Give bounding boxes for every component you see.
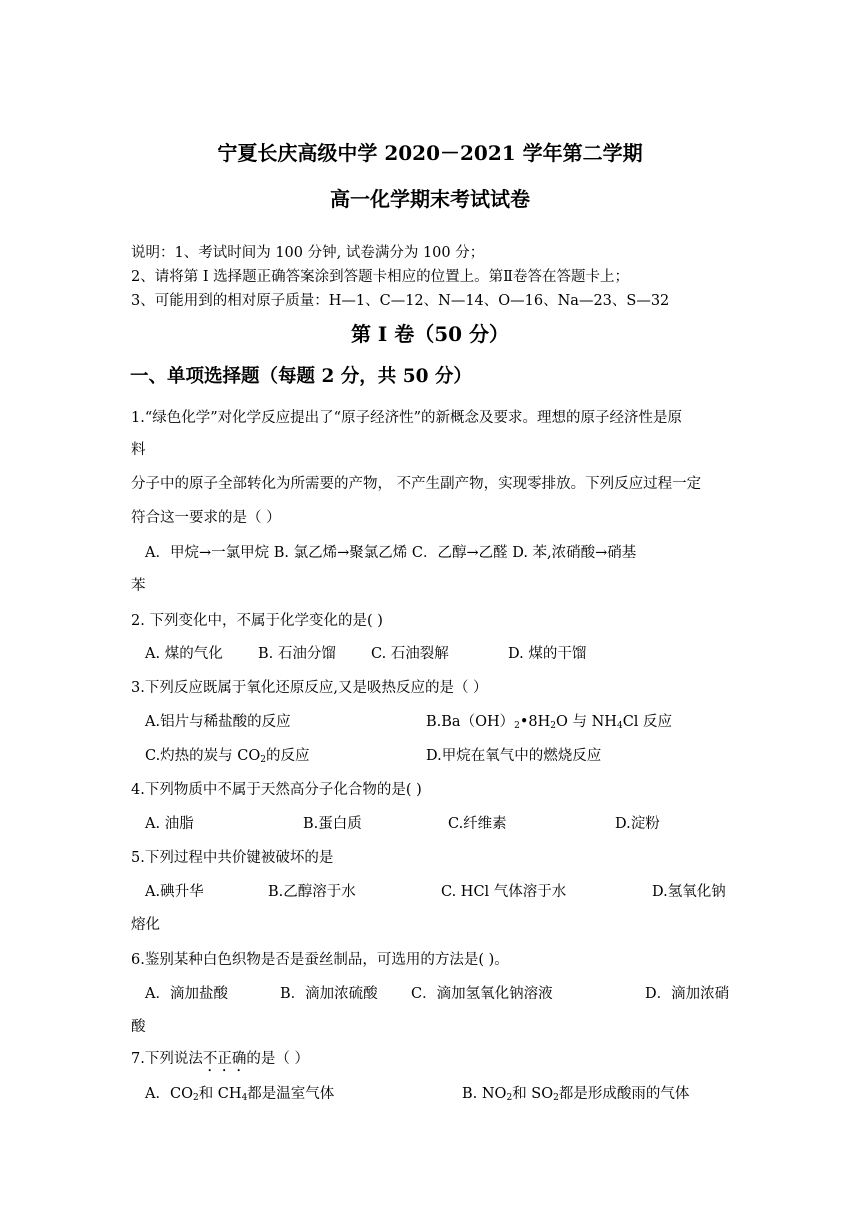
note-line-1: 说明：1、考试时间为 100 分钟, 试卷满分为 100 分； — [131, 245, 485, 261]
question-7-stem: 7.下列说法不正确的是（ ） — [131, 1051, 309, 1067]
question-5-option-a: A.碘升华 — [145, 884, 204, 900]
question-1-options: A．甲烷→一氯甲烷 B. 氯乙烯→聚氯乙烯 C．乙醇→乙醛 D. 苯,浓硝酸→硝基 — [145, 545, 637, 561]
question-2-option-c: C. 石油裂解 — [371, 646, 449, 662]
question-5-option-c: C. HCl 气体溶于水 — [441, 884, 567, 900]
page-title: 宁夏长庆高级中学 2020－2021 学年第二学期 — [217, 141, 643, 165]
question-4-option-b: B.蛋白质 — [303, 816, 362, 832]
question-1-stem-line-3: 分子中的原子全部转化为所需要的产物， 不产生副产物，实现零排放。下列反应过程一定 — [131, 476, 702, 492]
question-3-stem: 3.下列反应既属于氧化还原反应,又是吸热反应的是（ ） — [131, 680, 488, 696]
question-2-option-d: D. 煤的干馏 — [508, 646, 587, 662]
question-2-stem: 2. 下列变化中，不属于化学变化的是( ) — [131, 613, 383, 629]
section-title: 一、单项选择题（每题 2 分，共 50 分） — [130, 366, 472, 387]
question-1-stem-line-2: 料 — [131, 442, 146, 458]
part-title: 第 I 卷（50 分） — [350, 322, 510, 346]
question-5-options-wrap: 熔化 — [131, 917, 160, 933]
question-1-stem-line-1: 1.“绿色化学”对化学反应提出了“原子经济性”的新概念及要求。理想的原子经济性是原 — [131, 410, 682, 426]
note-line-3: 3、可能用到的相对原子质量：H—1、C—12、N—14、O—16、Na—23、S—32 — [131, 293, 670, 309]
question-3-option-d: D.甲烷在氧气中的燃烧反应 — [426, 748, 602, 764]
question-4-option-d: D.淀粉 — [615, 816, 660, 832]
question-3-option-a: A.铝片与稀盐酸的反应 — [145, 714, 291, 730]
question-6-option-d: D．滴加浓硝 — [645, 986, 730, 1002]
note-line-2: 2、请将第 I 选择题正确答案涂到答题卡相应的位置上。第Ⅱ卷答在答题卡上； — [131, 269, 630, 285]
question-1-stem-line-4: 符合这一要求的是（ ） — [131, 510, 281, 526]
question-4-option-a: A. 油脂 — [145, 816, 194, 832]
question-7-option-a: A．$CO_2$和 $CH_4$都是温室气体 — [145, 1086, 335, 1103]
question-2-option-b: B. 石油分馏 — [258, 646, 336, 662]
page-subtitle: 高一化学期末考试试卷 — [330, 187, 530, 211]
question-5-option-d: D.氢氧化钠 — [652, 884, 726, 900]
question-1-options-wrap: 苯 — [131, 578, 146, 594]
question-5-stem: 5.下列过程中共价键被破坏的是 — [131, 850, 334, 866]
question-6-option-c: C．滴加氢氧化钠溶液 — [411, 986, 553, 1002]
question-5-option-b: B.乙醇溶于水 — [268, 884, 356, 900]
question-6-option-b: B．滴加浓硫酸 — [280, 986, 378, 1002]
question-6-option-a: A．滴加盐酸 — [145, 986, 228, 1002]
question-3-option-c: C.灼热的炭与 $CO_2$的反应 — [145, 748, 310, 765]
question-4-option-c: C.纤维素 — [448, 816, 507, 832]
question-3-option-b: $B.Ba(OH)_2•8H_2O$ 与 $NH_4Cl$ 反应 — [426, 714, 673, 731]
question-6-options-wrap: 酸 — [131, 1019, 146, 1035]
question-7-option-b: B. $NO_2$和 $SO_2$都是形成酸雨的气体 — [462, 1086, 690, 1103]
question-6-stem: 6.鉴别某种白色织物是否是蚕丝制品，可选用的方法是( )。 — [131, 952, 509, 968]
question-2-option-a: A. 煤的气化 — [145, 646, 223, 662]
emphasized-not-correct: 不正确 — [202, 1051, 247, 1067]
question-4-stem: 4.下列物质中不属于天然高分子化合物的是( ) — [131, 782, 422, 798]
